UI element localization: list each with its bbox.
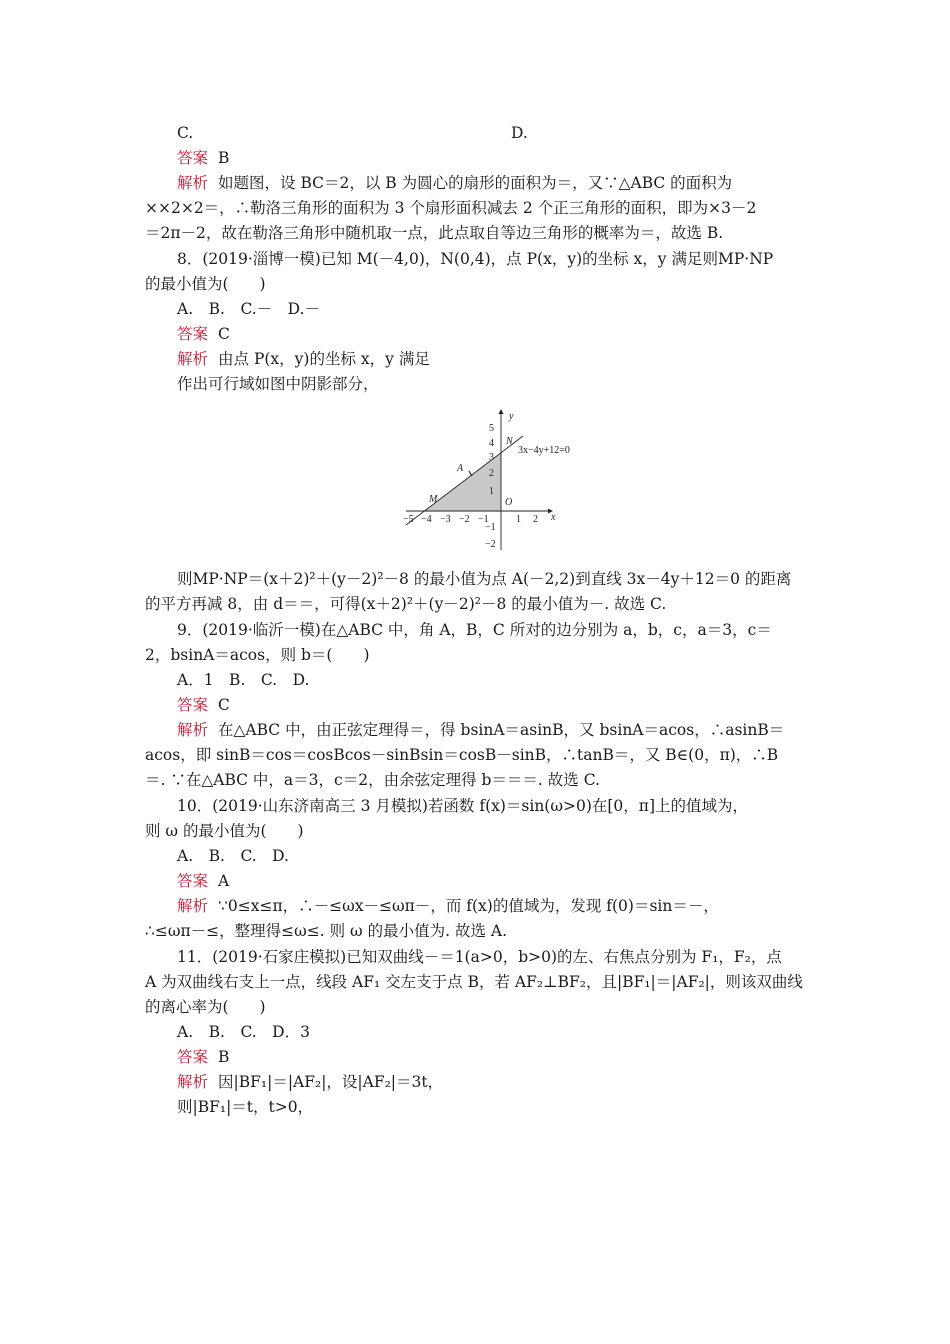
q9-analysis-line-2: acos，即 sinB＝cos＝cosBcos－sinBsin＝cosB－sinB，∴tanB＝，又 B∈(0，π)，∴B <box>145 746 779 764</box>
q8-analysis-line-2: 作出可行域如图中阴影部分， <box>177 375 379 393</box>
q7-analysis-line-2: ××2×2＝，∴勒洛三角形的面积为 3 个扇形面积减去 2 个正三角形的面积，即为×3－2 <box>145 199 757 217</box>
answer-value: B <box>218 1048 230 1066</box>
analysis-label: 解析 <box>177 1073 209 1091</box>
q8-options: A. B. C.－ D.－ <box>177 300 320 318</box>
answer-label: 答案 <box>177 872 209 890</box>
q7-option-d: D. <box>511 124 528 142</box>
x-tick: −2 <box>459 514 470 525</box>
analysis-text: 在△ABC 中，由正弦定理得＝，得 bsinA＝asinB，又 bsinA＝acos，∴asinB＝ <box>218 721 785 739</box>
x-tick: −1 <box>478 514 489 525</box>
q10-analysis-line-1 <box>177 895 719 917</box>
answer-label: 答案 <box>177 1048 209 1066</box>
q8-stem-line-2: 的最小值为( ) <box>145 275 266 293</box>
q8-after-line-2: 的平方再减 8，由 d＝＝，可得(x＋2)²＋(y－2)²－8 的最小值为－. 故选 C. <box>145 595 667 613</box>
point-a-label: A <box>457 463 464 474</box>
q10-stem-line-1: 10．(2019·山东济南高三 3 月模拟)若函数 f(x)＝sin(ω>0)在[0，π]上的值域为， <box>177 797 749 815</box>
y-tick: 3 <box>489 452 494 463</box>
analysis-text: 因|BF₁|＝|AF₂|，设|AF₂|＝3t， <box>218 1073 444 1091</box>
q7-analysis-line-3: ＝2π－2，故在勒洛三角形中随机取一点，此点取自等边三角形的概率为＝，故选 B. <box>145 224 724 242</box>
y-tick: 2 <box>489 468 494 479</box>
q11-answer <box>177 1046 229 1068</box>
answer-value: A <box>218 872 230 890</box>
analysis-label: 解析 <box>177 350 209 368</box>
line-equation-label: 3x−4y+12=0 <box>518 445 570 456</box>
q8-after-line-1: 则MP·NP＝(x＋2)²＋(y－2)²－8 的最小值为点 A(－2,2)到直线 3x－4y＋12＝0 的距离 <box>177 570 792 588</box>
x-tick: 2 <box>533 514 538 525</box>
x-tick: 1 <box>516 514 521 525</box>
q7-options-row <box>177 122 193 144</box>
answer-label: 答案 <box>177 696 209 714</box>
x-tick: −5 <box>403 514 414 525</box>
q10-analysis-line-2: ∴≤ωπ－≤，整理得≤ω≤. 则 ω 的最小值为. 故选 A. <box>145 922 508 940</box>
analysis-label: 解析 <box>177 174 209 192</box>
point-n-label: N <box>506 436 513 447</box>
analysis-label: 解析 <box>177 721 209 739</box>
q11-options: A. B. C. D．3 <box>177 1023 310 1041</box>
q7-analysis-line-1 <box>177 172 732 194</box>
point-m-label: M <box>429 494 438 505</box>
q11-stem-line-1: 11．(2019·石家庄模拟)已知双曲线－＝1(a>0，b>0)的左、右焦点分别为 F₁，F₂，点 <box>177 948 782 966</box>
boundary-line <box>406 436 523 525</box>
x-tick: −4 <box>421 514 432 525</box>
y-tick: 1 <box>489 486 494 497</box>
q8-answer <box>177 323 230 345</box>
x-axis-label: x <box>551 512 556 523</box>
x-tick: −3 <box>440 514 451 525</box>
q9-analysis-line-3: ＝. ∵在△ABC 中，a＝3，c＝2，由余弦定理得 b＝＝＝. 故选 C. <box>145 771 600 789</box>
q10-answer <box>177 870 229 892</box>
y-tick: 4 <box>489 438 494 449</box>
answer-value: B <box>218 149 230 167</box>
q7-answer <box>177 147 229 169</box>
analysis-text: 如题图，设 BC＝2，以 B 为圆心的扇形的面积为＝，又∵△ABC 的面积为 <box>218 174 733 192</box>
q11-analysis-line-1 <box>177 1071 443 1093</box>
answer-value: C <box>218 696 230 714</box>
q9-answer <box>177 694 230 716</box>
q9-analysis-line-1 <box>177 719 784 741</box>
answer-label: 答案 <box>177 325 209 343</box>
y-tick: −1 <box>485 522 496 533</box>
analysis-text: 由点 P(x，y)的坐标 x，y 满足 <box>218 350 430 368</box>
y-tick: 5 <box>489 423 494 434</box>
q7-option-c: C. <box>177 124 194 142</box>
q10-options: A. B. C. D. <box>177 847 289 865</box>
q8-analysis-line-1 <box>177 348 430 370</box>
y-tick: −2 <box>485 539 496 550</box>
analysis-text: ∵0≤x≤π，∴－≤ωx－≤ωπ－，而 f(x)的值域为，发现 f(0)＝sin＝－， <box>218 897 719 915</box>
answer-value: C <box>218 325 230 343</box>
origin-label: O <box>505 497 513 508</box>
q10-stem-line-2: 则 ω 的最小值为( ) <box>145 822 304 840</box>
feasible-region-figure <box>400 405 585 555</box>
answer-label: 答案 <box>177 149 209 167</box>
point-a-marker <box>469 471 472 476</box>
q9-stem-line-1: 9．(2019·临沂一模)在△ABC 中，角 A，B，C 所对的边分别为 a，b，c，a＝3，c＝ <box>177 621 772 639</box>
q11-stem-line-2: A 为双曲线右支上一点，线段 AF₁ 交左支于点 B，若 AF₂⊥BF₂，且|BF₁|＝|AF₂|，则该双曲线 <box>145 973 803 991</box>
q8-stem-line-1: 8．(2019·淄博一模)已知 M(－4,0)，N(0,4)，点 P(x，y)的坐标 x，y 满足则MP·NP <box>177 250 774 268</box>
y-axis-arrow <box>499 409 504 414</box>
q9-options: A．1 B. C. D. <box>177 671 310 689</box>
q11-analysis-line-2: 则|BF₁|＝t，t>0， <box>177 1098 314 1116</box>
y-axis-label: y <box>509 411 514 422</box>
analysis-label: 解析 <box>177 897 209 915</box>
q11-stem-line-3: 的离心率为( ) <box>145 998 266 1016</box>
q9-stem-line-2: 2，bsinA＝acos，则 b＝( ) <box>145 646 370 664</box>
